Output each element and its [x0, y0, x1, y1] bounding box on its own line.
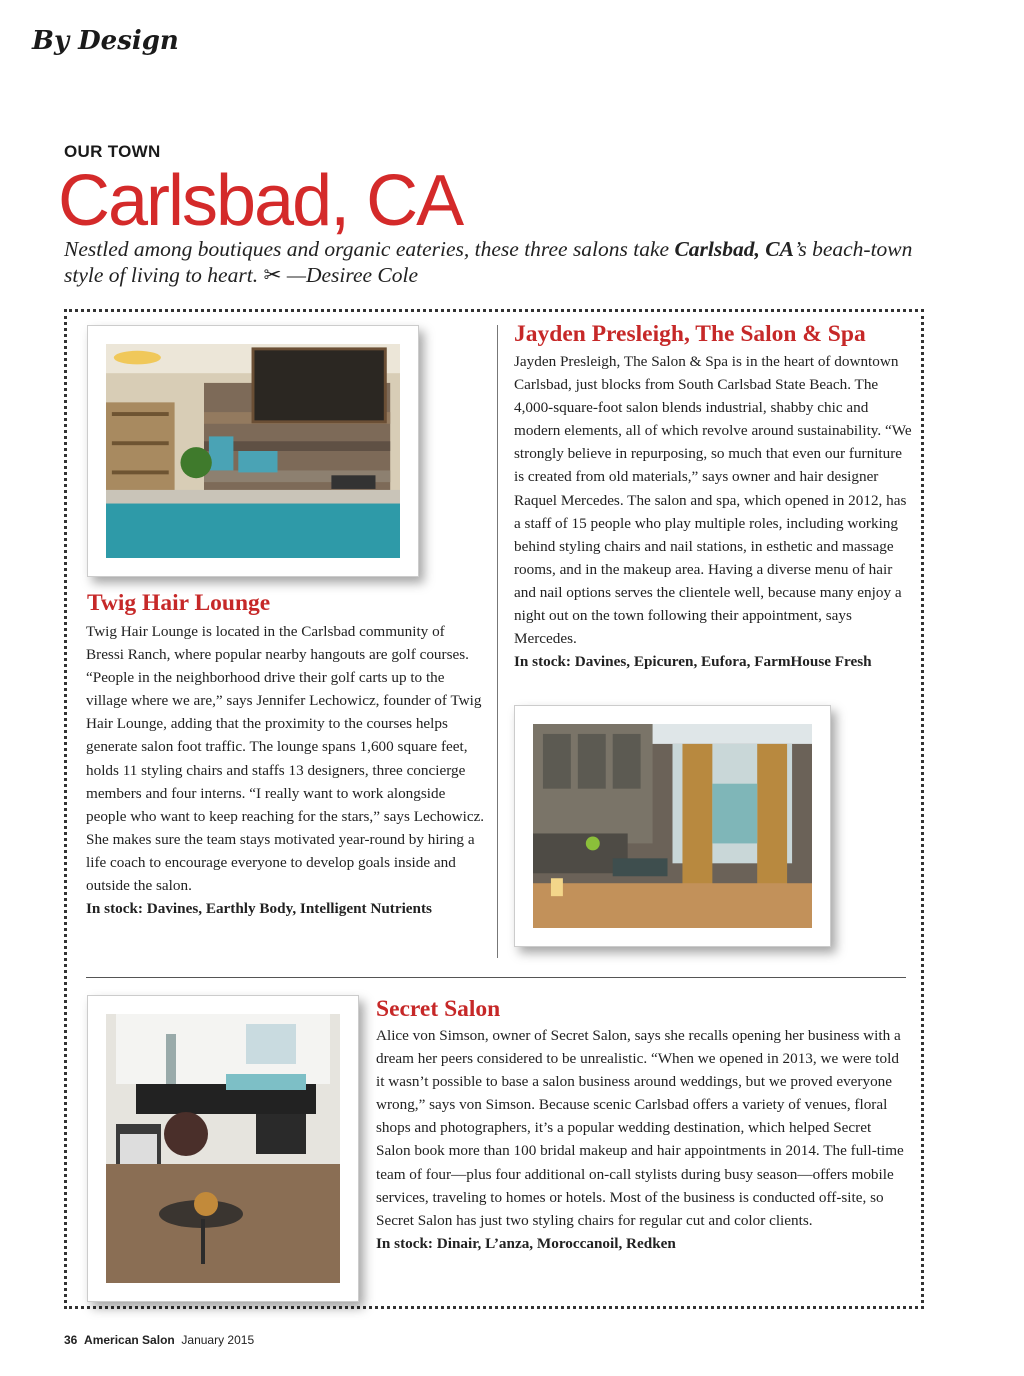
- column-divider: [497, 325, 498, 958]
- page-number: 36: [64, 1333, 78, 1347]
- secret-body-text: Alice von Simson, owner of Secret Salon, says she recalls opening her business with a dream her peers considered to be unrealistic. “When we opened in 2013, we were told it wasn’t possible to base a salon business around weddings, but we proved everyone wrong,” says von Simson. Because scenic Carlsbad offers a variety of venues, floral shops and photographers, it’s a popular wedding destination, which helped Secret Salon book more than 100 bridal makeup and hair appointments in 2014. The full-time team of four—plus four additional on-call stylists during busy season—offers mobile services, traveling to homes or hotels. Most of the business is conducted off-site, so Secret Salon has just two styling chairs for regular cut and color clients.: [376, 1027, 904, 1229]
- deck-byline: —Desiree Cole: [281, 263, 419, 287]
- jayden-photo-frame: [514, 705, 831, 947]
- magazine-name: American Salon: [84, 1333, 175, 1347]
- jayden-stock: In stock: Davines, Epicuren, Eufora, FarmHouse Fresh: [514, 653, 872, 671]
- deck-text-after: ’s beach-town style of living to heart.: [64, 237, 913, 287]
- twig-photo-frame: [87, 325, 419, 577]
- page-footer: [64, 1333, 254, 1347]
- deck-bold: Carlsbad, CA: [674, 237, 794, 261]
- secret-title: Secret Salon: [376, 996, 501, 1022]
- secret-stock: In stock: Dinair, L’anza, Moroccanoil, Redken: [376, 1234, 676, 1252]
- scissors-icon: ✂: [263, 263, 282, 287]
- kicker: OUR TOWN: [64, 142, 161, 161]
- secret-body: [376, 1024, 904, 1255]
- twig-stock: In stock: Davines, Earthly Body, Intelligent Nutrients: [86, 900, 432, 918]
- twig-body: [86, 620, 486, 920]
- jayden-body: [514, 350, 914, 673]
- twig-body-text: Twig Hair Lounge is located in the Carlsbad community of Bressi Ranch, where popular nearby hangouts are golf courses. “People in the neighborhood drive their golf carts up to the village where we are,” says Jennifer Lechowicz, founder of Twig Hair Lounge, adding that the proximity to the courses helps generate salon foot traffic. The lounge spans 1,600 square feet, holds 11 styling chairs and staffs 13 designers, three concierge members and four interns. “I really want to work alongside people who want to keep reaching for the stars,” says Lechowicz. She makes sure the team stays motivated year-round by hiring a life coach to encourage everyone to develop goals inside and outside the salon.: [86, 623, 485, 895]
- row-divider: [86, 977, 906, 978]
- jayden-photo: [533, 724, 812, 928]
- twig-photo: [106, 344, 400, 558]
- page-title: Carlsbad, CA: [58, 161, 463, 241]
- section-label: By Design: [32, 26, 179, 56]
- deck: [64, 236, 924, 288]
- jayden-body-text: Jayden Presleigh, The Salon & Spa is in the heart of downtown Carlsbad, just blocks from South Carlsbad State Beach. The 4,000-square-foot salon blends industrial, shabby chic and modern elements, all of which revolve around sustainability. “We strongly believe in repurposing, so much that even our furniture is created from old materials,” says owner and hair designer Raquel Mercedes. The salon and spa, which opened in 2012, has a staff of 15 people who play multiple roles, including working behind styling chairs and nail stations, in esthetic and massage rooms, and in the makeup area. Having a diverse menu of hair and nail options serves the clientele well, because many enjoy a night out on the town following their appointment, says Mercedes.: [514, 353, 912, 648]
- secret-photo-frame: [87, 995, 359, 1302]
- issue-date: January 2015: [181, 1333, 255, 1347]
- twig-title: Twig Hair Lounge: [87, 590, 271, 616]
- deck-text-before: Nestled among boutiques and organic eateries, these three salons take: [64, 237, 675, 261]
- jayden-title: Jayden Presleigh, The Salon & Spa: [514, 321, 866, 347]
- secret-photo: [106, 1014, 340, 1283]
